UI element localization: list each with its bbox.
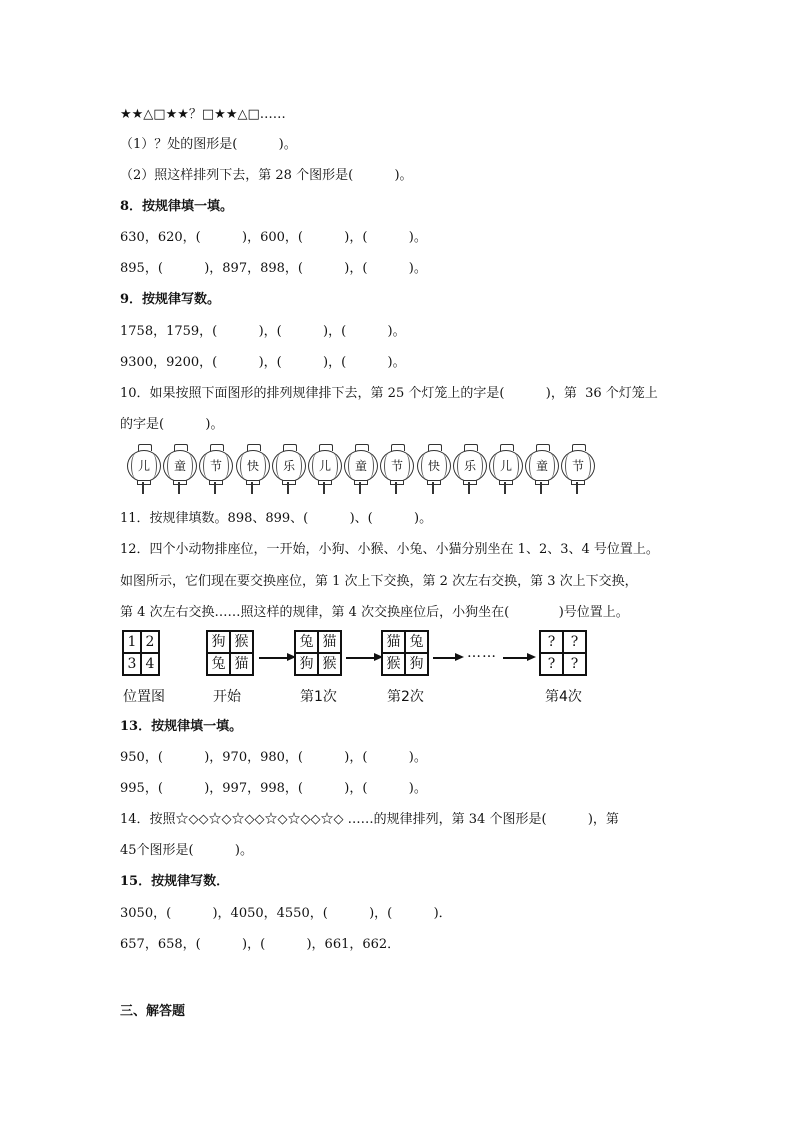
question-14-line-1: 14．按照☆◇◇☆◇☆◇◇☆◇☆◇◇☆◇ ……的规律排列，第 34 个图形是( )，第	[120, 812, 619, 827]
question-12-line-3: 第 4 次左右交换……照这样的规律，第 4 次交换座位后，小狗坐在( )号位置上。	[120, 605, 629, 620]
question-15-title: 15．按规律写数．	[120, 874, 230, 889]
arrow	[346, 657, 376, 659]
lantern-tassel	[432, 482, 434, 494]
arrow	[433, 657, 457, 659]
grid-cell: 猫	[382, 631, 405, 653]
grid-cell: 3	[123, 653, 141, 675]
lantern-tassel	[540, 482, 542, 494]
lantern-tassel	[251, 482, 253, 494]
lantern-tassel	[468, 482, 470, 494]
lantern-tassel	[287, 482, 289, 494]
grid-cell: 2	[141, 631, 159, 653]
step4-caption: 第4次	[545, 689, 582, 705]
lantern-character: 快	[417, 450, 451, 482]
arrow	[259, 657, 289, 659]
lantern-tassel	[178, 482, 180, 494]
grid-cell: 狗	[207, 631, 230, 653]
grid-cell: 猫	[230, 653, 253, 675]
lantern-tassel	[359, 482, 361, 494]
question-7-2: （2）照这样排列下去，第 28 个图形是( )。	[120, 168, 413, 183]
question-12-line-2: 如图所示，它们现在要交换座位，第 1 次上下交换，第 2 次左右交换，第 3 次上下交换，	[120, 574, 638, 589]
grid-cell: 兔	[295, 631, 318, 653]
step1-caption: 第1次	[300, 689, 337, 705]
question-10-line-1: 10．如果按照下面图形的排列规律排下去，第 25 个灯笼上的字是( )，第 36 个灯笼上	[120, 386, 658, 401]
lantern-character: 快	[236, 450, 270, 482]
lantern-tassel	[142, 482, 144, 494]
question-13-row-2: 995，( )，997，998，( )，( )。	[120, 781, 427, 796]
lantern-character: 童	[525, 450, 559, 482]
question-8-row-1: 630，620，( )，600，( )，( )。	[120, 230, 427, 245]
arrow	[503, 657, 529, 659]
section-3-heading: 三、解答题	[120, 1004, 186, 1019]
grid-cell: 兔	[405, 631, 428, 653]
question-10-line-2: 的字是( )。	[120, 417, 224, 432]
grid-cell: 狗	[295, 653, 318, 675]
step2-caption: 第2次	[387, 689, 424, 705]
lantern-base	[209, 480, 223, 485]
grid-cell: 猴	[230, 631, 253, 653]
lantern-base	[137, 480, 151, 485]
position-grid	[122, 630, 160, 676]
grid-cell: 猴	[382, 653, 405, 675]
lantern-character: 儿	[489, 450, 523, 482]
lantern-base	[354, 480, 368, 485]
question-9-row-2: 9300，9200，( )，( )，( )。	[120, 355, 406, 370]
grid-cell: ?	[563, 653, 586, 675]
lantern-base	[499, 480, 513, 485]
lantern-base	[463, 480, 477, 485]
start-caption: 开始	[213, 689, 241, 705]
lantern-character: 节	[380, 450, 414, 482]
question-12-line-1: 12．四个小动物排座位，一开始，小狗、小猴、小兔、小猫分别坐在 1、2、3、4 号位置上。	[120, 542, 659, 557]
lantern-base	[535, 480, 549, 485]
lantern-base	[282, 480, 296, 485]
lantern-base	[390, 480, 404, 485]
start-grid	[206, 630, 254, 676]
lantern	[379, 440, 415, 498]
lantern-character: 童	[344, 450, 378, 482]
grid-cell: ?	[540, 653, 563, 675]
lantern-character: 童	[163, 450, 197, 482]
lantern-base	[246, 480, 260, 485]
lantern-character: 乐	[272, 450, 306, 482]
lantern-row	[126, 440, 596, 500]
lantern-base	[427, 480, 441, 485]
question-15-row-2: 657，658，( )，( )，661，662．	[120, 937, 401, 952]
pattern-shapes-row: ★★△□★★？□★★△□……	[120, 107, 286, 122]
lantern	[488, 440, 524, 498]
question-7-1: （1）？处的图形是( )。	[120, 137, 297, 152]
lantern-character: 儿	[308, 450, 342, 482]
question-9-row-1: 1758，1759，( )，( )，( )。	[120, 324, 406, 339]
lantern	[560, 440, 596, 498]
lantern-base	[318, 480, 332, 485]
lantern	[235, 440, 271, 498]
question-14-line-2: 45个图形是( )。	[120, 843, 254, 858]
question-8-title: 8．按规律填一填。	[120, 199, 234, 214]
step2-grid	[381, 630, 429, 676]
lantern-character: 儿	[127, 450, 161, 482]
grid-cell: ?	[563, 631, 586, 653]
question-15-row-1: 3050，( )，4050，4550，( )，( )．	[120, 906, 452, 921]
grid-cell: 猫	[318, 631, 341, 653]
position-caption: 位置图	[123, 689, 165, 705]
question-11: 11．按规律填数。898、899、( )、( )。	[120, 511, 433, 526]
step4-grid	[539, 630, 587, 676]
lantern	[524, 440, 560, 498]
lantern	[416, 440, 452, 498]
question-9-title: 9．按规律写数。	[120, 292, 221, 307]
arrow-head	[455, 653, 464, 661]
lantern	[198, 440, 234, 498]
grid-cell: 4	[141, 653, 159, 675]
lantern	[452, 440, 488, 498]
lantern	[162, 440, 198, 498]
lantern	[307, 440, 343, 498]
lantern-character: 节	[561, 450, 595, 482]
question-13-title: 13．按规律填一填。	[120, 719, 243, 734]
question-8-row-2: 895，( )，897，898，( )，( )。	[120, 261, 427, 276]
lantern-tassel	[323, 482, 325, 494]
question-13-row-1: 950，( )，970，980，( )，( )。	[120, 750, 427, 765]
grid-cell: 1	[123, 631, 141, 653]
lantern	[126, 440, 162, 498]
step1-grid	[294, 630, 342, 676]
grid-cell: 兔	[207, 653, 230, 675]
lantern-tassel	[576, 482, 578, 494]
grid-cell: 狗	[405, 653, 428, 675]
lantern-tassel	[504, 482, 506, 494]
ellipsis: ……	[467, 645, 497, 661]
lantern-base	[571, 480, 585, 485]
grid-cell: 猴	[318, 653, 341, 675]
lantern-base	[173, 480, 187, 485]
arrow-head	[527, 653, 536, 661]
grid-cell: ?	[540, 631, 563, 653]
lantern-tassel	[214, 482, 216, 494]
lantern-character: 乐	[453, 450, 487, 482]
lantern	[343, 440, 379, 498]
lantern-character: 节	[199, 450, 233, 482]
lantern	[271, 440, 307, 498]
lantern-tassel	[395, 482, 397, 494]
